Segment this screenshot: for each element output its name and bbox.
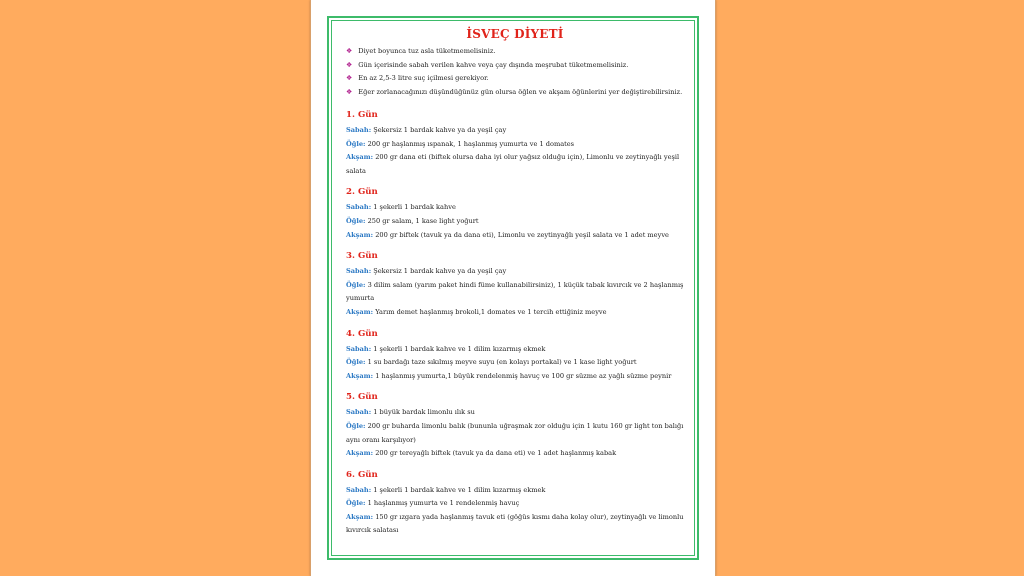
diamond-bullet-icon: ❖ [346,87,353,96]
meal-noon: Öğle: 250 gr salam, 1 kase light yoğurt [346,216,479,225]
diamond-bullet-icon: ❖ [346,60,353,69]
day-5-section [346,391,684,460]
rule-item: ❖ Gün içerisinde sabah verilen kahve veya çay dışında meşrubat tüketmemelisiniz. [346,60,629,69]
meal-evening: Akşam: 1 haşlanmış yumurta,1 büyük rendelenmiş havuç ve 100 gr süzme az yağlı süzme peynir [346,371,672,380]
meal-noon: Öğle: 200 gr haşlanmış ıspanak, 1 haşlanmış yumurta ve 1 domates [346,139,575,148]
day-title: 4. Gün [346,328,378,339]
day-title: 5. Gün [346,392,378,403]
meal-evening: Akşam: 150 gr ızgara yada haşlanmış tavuk eti (göğüs kısmı daha kolay olur), zeytinyağlı ve limonlu kıvırcık salatası [346,512,684,535]
day-title: 6. Gün [346,469,378,480]
meal-noon: Öğle: 3 dilim salam (yarım paket hindi füme kullanabilirsiniz), 1 küçük tabak kıvırcık ve 2 haşlanmış yumurta [346,280,684,303]
meal-evening: Akşam: 200 gr biftek (tavuk ya da dana eti), Limonlu ve zeytinyağlı yeşil salata ve 1 adet meyve [346,230,669,239]
meal-noon: Öğle: 1 haşlanmış yumurta ve 1 rendelenmiş havuç [346,499,520,508]
page-border [327,16,699,560]
meal-morning: Sabah: 1 şekerli 1 bardak kahve ve 1 dilim kızarmış ekmek [346,344,546,353]
diamond-bullet-icon: ❖ [346,47,353,55]
day-title: 2. Gün [346,187,378,198]
meal-evening: Akşam: 200 gr tereyağlı biftek (tavuk ya da dana eti) ve 1 adet haşlanmış kabak [346,449,617,458]
document-title: İSVEÇ DİYETİ [466,27,564,41]
meal-morning: Sabah: 1 büyük bardak limonlu ılık su [346,408,475,417]
meal-morning: Sabah: 1 şekerli 1 bardak kahve ve 1 dilim kızarmış ekmek [346,485,546,494]
day-title: 3. Gün [346,251,378,262]
meal-evening: Akşam: 200 gr dana eti (biftek olursa daha iyi olur yağsız olduğu için), Limonlu ve zeytinyağlı yeşil salata [346,153,680,175]
document-page [310,0,716,576]
day-4-section [346,328,684,384]
day-title: 1. Gün [346,110,378,120]
page-content [331,20,695,556]
meal-morning: Sabah: 1 şekerli 1 bardak kahve [346,203,456,212]
rule-item: ❖ Diyet boyunca tuz asla tüketmemelisiniz. [346,47,496,55]
day-3-section [346,250,684,319]
rule-item: ❖ Eğer zorlanacağınızı düşündüğünüz gün olursa öğlen ve akşam öğünlerini yer değiştirebilirsiniz. [346,87,683,96]
day-1-section [346,109,684,178]
rule-item: ❖ En az 2,5-3 litre suç içilmesi gerekiyor. [346,74,489,82]
diamond-bullet-icon: ❖ [346,74,353,82]
meal-evening: Akşam: Yarım demet haşlanmış brokoli,1 domates ve 1 tercih ettiğiniz meyve [346,307,607,316]
day-6-section [346,469,684,538]
meal-noon: Öğle: 200 gr buharda limonlu balık (bununla uğraşmak zor olduğu için 1 kutu 160 gr light ton balığı aynı oranı karşılıyor) [346,421,684,444]
meal-morning: Sabah: Şekersiz 1 bardak kahve ya da yeşil çay [346,126,507,134]
meal-noon: Öğle: 1 su bardağı taze sıkılmış meyve suyu (en kolayı portakal) ve 1 kase light yoğurt [346,358,637,367]
rules-list [346,45,684,99]
meal-morning: Sabah: Şekersiz 1 bardak kahve ya da yeşil çay [346,267,507,276]
day-2-section [346,186,684,242]
